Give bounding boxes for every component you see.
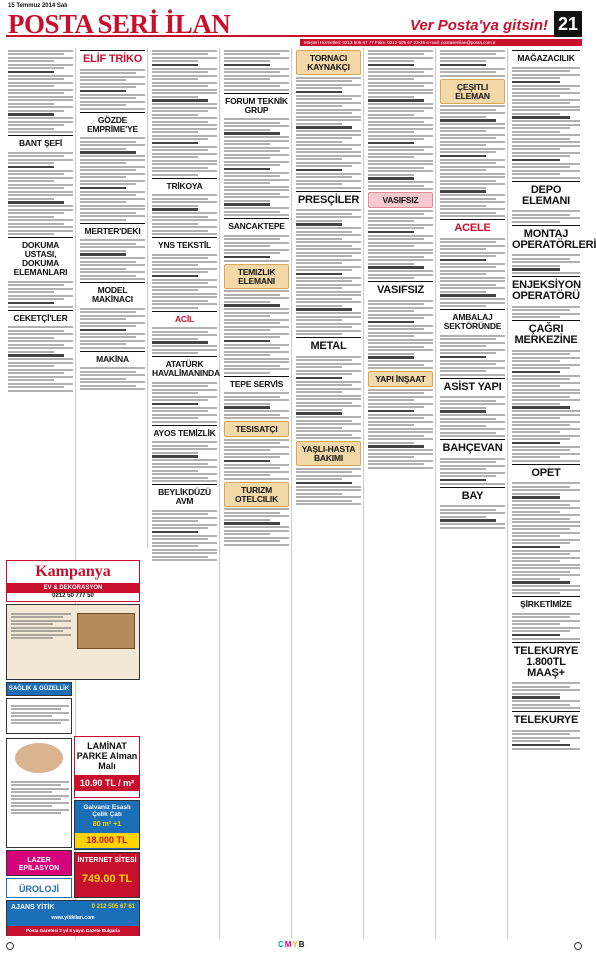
heading-elif-triko: ELİF TRİKO xyxy=(80,50,145,67)
logo-posta: POSTA xyxy=(8,9,94,39)
heading-yns-tekstil: YNS TEKSTİL xyxy=(152,237,217,252)
column-4 xyxy=(222,48,292,938)
heading-cesitli-eleman: ÇEŞITLI ELEMAN xyxy=(440,79,505,104)
laminat-title: LAMİNAT PARKE Alman Malı xyxy=(76,741,138,771)
kampanya-title: Kampanya xyxy=(35,563,111,580)
heading-merterdeki: MERTER'DEKI xyxy=(80,223,145,238)
heading-bahcevan: BAHÇEVAN xyxy=(440,439,505,456)
laminat-parke-ad[interactable] xyxy=(74,736,140,798)
uroloji-ad[interactable] xyxy=(6,878,72,898)
uroloji-title: ÜROLOJİ xyxy=(18,884,59,894)
registration-mark-right xyxy=(574,942,582,950)
internet-price: 749.00 TL xyxy=(81,873,133,885)
galvaniz-m2: 80 m² +1 xyxy=(92,821,122,828)
heading-vasifsiz: VASIFSIZ xyxy=(368,192,433,208)
heading-opet: OPET xyxy=(512,464,580,481)
heading-bay: BAY xyxy=(440,487,505,504)
masthead xyxy=(6,11,582,37)
cevre-saglik-ad[interactable] xyxy=(6,698,72,734)
posta-seri-ilan-logo xyxy=(8,11,230,37)
internet-title: İNTERNET SİTESİ xyxy=(77,857,137,864)
heading-makina: MAKİNA xyxy=(80,351,145,366)
kampanya-ad[interactable] xyxy=(6,560,140,602)
kampanya-subtitle: EV & DEKORASYON xyxy=(7,583,139,593)
logo-seri-ilan: SERİ İLAN xyxy=(97,9,231,39)
cmyb-color-bar: CMYB xyxy=(278,940,306,949)
heading-enjeksiyon-operatoru: ENJEKSİYON OPERATÖRÜ xyxy=(512,276,580,304)
heading-metal: METAL xyxy=(296,337,361,354)
hair-ad[interactable] xyxy=(6,738,72,848)
heading-cagri-merkezi: ÇAĞRI MERKEZİNE xyxy=(512,320,580,348)
heading-vasifsiz-2: VASIFSIZ xyxy=(368,281,433,298)
heading-gozde-emprime: GÖZDE EMPRİME'YE xyxy=(80,112,145,136)
page-footer xyxy=(6,940,582,952)
heading-beylikduzu-avm: BEYLİKDÜZÜ AVM xyxy=(152,484,217,508)
kampanya-phone: 0212 50 777 50 xyxy=(52,593,94,599)
heading-dokuma: DOKUMA USTASI, DOKUMA ELEMANLARI xyxy=(8,237,73,279)
heading-turizm-otelcilik: TURIZM OTELCILIK xyxy=(224,482,289,507)
heading-bant-sefi: BANT ŞEFİ xyxy=(8,135,73,150)
heading-yasli-hasta: YAŞLI-HASTA BAKIMI xyxy=(296,441,361,466)
heading-acele: ACELE xyxy=(440,219,505,236)
ajans-footer: Posta Gazetesi 2 yıl 5 yayın Gazete Bulgaria xyxy=(7,926,139,936)
heading-model-makinaci: MODEL MAKİNACI xyxy=(80,282,145,306)
galvaniz-title: Galvaniz Esaslı Çelik Çatı xyxy=(83,804,131,818)
registration-mark-left xyxy=(6,942,14,950)
heading-ceketciler: CEKETÇİ'LER xyxy=(8,310,73,325)
heading-yapi-insaat: YAPI İNŞAAT xyxy=(368,371,433,387)
issue-date: 15 Temmuz 2014 Salı xyxy=(8,3,68,9)
heading-telekurye: TELEKURYE xyxy=(512,711,580,728)
heading-tornaci-kaynakci: TORNACI KAYNAKÇI xyxy=(296,50,361,75)
heading-sirketimize: ŞİRKETİMİZE xyxy=(512,596,580,611)
ajans-web: www.yitikilan.com xyxy=(51,915,95,921)
lazer-epilasyon-ad[interactable] xyxy=(6,850,72,876)
heading-telekurye-maas: TELEKURYE 1.800TL MAAŞ+ xyxy=(512,642,580,681)
heading-ayos-temizlik: AYOS TEMİZLİK xyxy=(152,425,217,440)
classifieds-area xyxy=(6,48,596,938)
column-8 xyxy=(510,48,596,938)
galvaniz-price: 18.000 TL xyxy=(75,833,139,848)
heading-asist-yapi: ASİST YAPI xyxy=(440,378,505,395)
internet-sitesi-ad[interactable] xyxy=(74,852,140,898)
contact-bar: Müşteri Hizmetleri: 0212 505 67 77 Faks: 0212 505 67 23-25 e-mail: postaseriilan@posta.com.tr xyxy=(300,39,582,46)
heading-tepe-servis: TEPE SERVİS xyxy=(224,376,289,391)
heading-ambalaj-sektoru: AMBALAJ SEKTÖRÜNDE xyxy=(440,309,505,333)
hair-image xyxy=(15,743,63,773)
column-3 xyxy=(150,48,220,938)
heading-forum-teknik: FORUM TEKNİK GRUP xyxy=(224,93,289,117)
lazer-title: LAZER EPİLASYON xyxy=(18,857,60,872)
heading-trikoya: TRİKOYA xyxy=(152,178,217,193)
heading-presciler: PRESÇİLER xyxy=(296,191,361,208)
heading-montaj-operatorleri: MONTAJ OPERATÖRLERİ xyxy=(512,225,580,253)
heading-sancaktepe: SANCAKTEPE xyxy=(224,218,289,233)
galvaniz-cati-ad[interactable] xyxy=(74,800,140,850)
ajans-title: AJANS YİTİK xyxy=(11,904,55,911)
column-5 xyxy=(294,48,364,938)
slogan: Ver Posta'ya gitsin! xyxy=(409,17,548,34)
column-6 xyxy=(366,48,436,938)
page-number: 21 xyxy=(554,11,582,37)
column-7 xyxy=(438,48,508,938)
ajans-phone: 0 212 505 67 61 xyxy=(91,904,135,910)
heading-magazacilik: MAĞAZACILIK xyxy=(512,50,580,65)
column-2 xyxy=(78,48,148,548)
house-image xyxy=(77,613,135,649)
heading-acil: ACİL xyxy=(152,311,217,326)
heading-temizlik-elemani: TEMIZLIK ELEMANI xyxy=(224,264,289,289)
ev-dekorasyon-ad[interactable] xyxy=(6,604,140,680)
saglik-banner: SAĞLIK & GÜZELLİK xyxy=(6,682,72,696)
ajans-yitik-ad[interactable] xyxy=(6,900,140,936)
heading-tesisatci: TESISATÇI xyxy=(224,421,289,437)
heading-depo-elemani: DEPO ELEMANI xyxy=(512,181,580,209)
laminat-price: 10.90 TL / m² xyxy=(75,775,139,791)
heading-ataturk-havalimani: ATATÜRK HAVALİMANINDA xyxy=(152,356,217,380)
